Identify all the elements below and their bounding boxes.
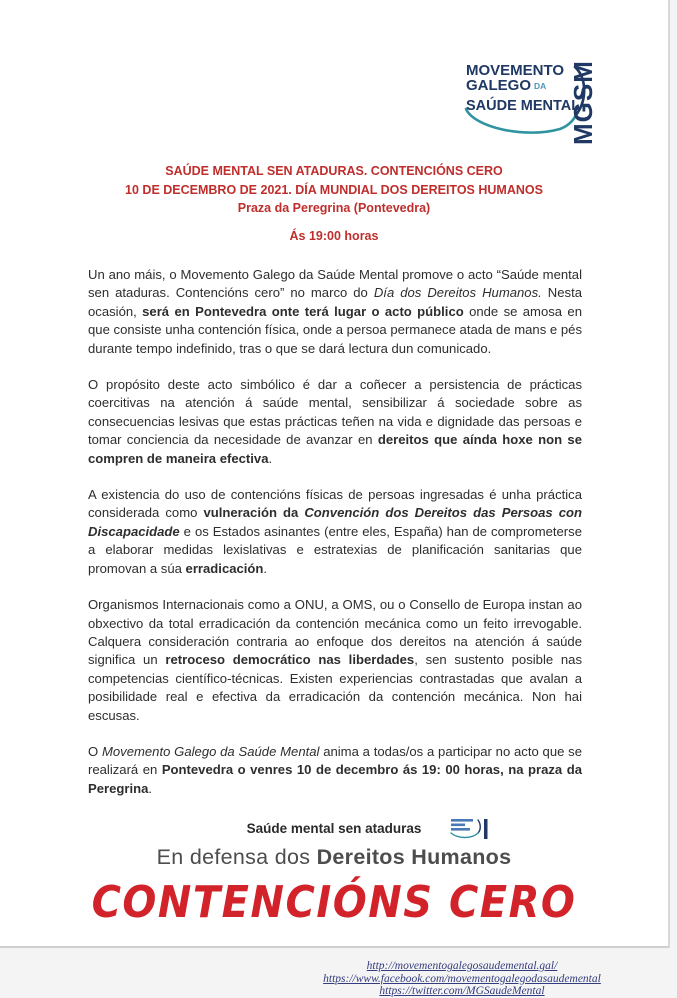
paragraph-segment: . <box>263 560 268 576</box>
paragraph-segment: . <box>268 450 273 466</box>
website-link[interactable]: http://movementogalegosaudemental.gal/ <box>366 960 558 973</box>
event-title-line2: 10 DE DECEMBRO DE 2021. DÍA MUNDIAL DOS DEREITOS HUMANOS <box>125 182 543 197</box>
paragraph <box>88 486 582 578</box>
banner-tagline-row <box>0 820 668 838</box>
logo-acronym: MGSM <box>568 60 598 145</box>
logo-line2: GALEGO <box>466 77 532 94</box>
twitter-link[interactable]: https://twitter.com/MGSaudeMental <box>379 985 545 998</box>
paragraph-segment: A existencia do uso de contencións físicas de persoas ingresadas é unha práctica considerada como <box>88 487 582 521</box>
paragraph-segment: Nesta ocasión, <box>88 285 582 319</box>
paragraph <box>88 266 582 358</box>
mgsm-mini-logo-icon <box>448 816 492 844</box>
paragraph-segment: anima a todas/os a participar no acto que se realizará en <box>88 743 582 778</box>
mini-logo-textline <box>451 828 470 831</box>
event-title-line1: SAÚDE MENTAL SEN ATADURAS. CONTENCIÓNS CERO <box>165 164 503 178</box>
paragraph-segment: Pontevedra o venres 10 de decembro ás 19: 00 horas, na praza da Peregrina <box>88 762 582 796</box>
paragraph <box>88 743 582 798</box>
campaign-banner <box>0 820 668 926</box>
logo-line3: SAÚDE MENTAL <box>466 98 581 114</box>
defensa-regular: En defensa dos <box>156 845 317 870</box>
paragraph-segment: , sen sustento posible nas competencias científico-técnicas. Existen experiencias contrastadas que avalan a posibilidade real e efectiva da erradicación da contención mecánica. Non hai escusas. <box>88 652 583 723</box>
paragraph-segment: Organismos Internacionais como a ONU, a OMS, ou o Consello de Europa instan ao obxectivo da total erradicación da contención mecánica como un feito irrevogable. Calquera consideración contraria ao enfoque dos dereitos na atención á saúde significa un <box>88 597 582 668</box>
contencions-cero-slogan: CONTENCIÓNS CERO <box>91 878 577 928</box>
paragraph-segment: O propósito deste acto simbólico é dar a coñecer a persistencia de prácticas coercitivas na atención á saúde mental, sensibilizar á sociedade sobre as consecuencias lesivas que estas prácticas teñen na vida e dignidade das persoas e tomar conciencia da necesidade de avanzar en <box>88 377 582 448</box>
event-title-time: Ás 19:00 horas <box>289 228 379 243</box>
paragraph-segment: erradicación <box>185 560 264 576</box>
logo-line1: MOVEMENTO <box>466 62 565 79</box>
mini-logo-textline <box>451 819 473 822</box>
banner-tagline: Saúde mental sen ataduras <box>246 821 422 837</box>
paragraph-segment: onde se amosa en que consiste unha contención física, onde a persoa permanece atada de mans e pés durante tempo indefinido, tras o que se dará lectura dun comunicado. <box>88 303 582 356</box>
paragraph-segment: . <box>148 780 153 796</box>
defensa-heading <box>0 845 668 870</box>
body-paragraphs <box>88 266 582 798</box>
paragraph-segment: retroceso democrático nas liberdades <box>165 652 415 668</box>
mini-logo-acronym <box>484 819 488 839</box>
paragraph-segment: e os Estados asinantes (entre eles, España) han de comprometerse a elaborar medidas lexislativas e estratexias de planificación sanitarias que promovan a súa <box>88 523 582 576</box>
event-title-line3: Praza da Peregrina (Pontevedra) <box>237 201 431 215</box>
defensa-bold: Dereitos Humanos <box>316 845 512 870</box>
paragraph-segment: O <box>88 743 102 759</box>
paragraph <box>88 596 582 725</box>
mini-logo-textline <box>451 824 465 827</box>
paragraph-segment: será en Pontevedra onte terá lugar o acto público <box>142 303 464 319</box>
paragraph-segment: Movemento Galego da Saúde Mental <box>101 743 320 759</box>
mgsm-logo-icon <box>464 58 622 148</box>
mini-logo-arc <box>478 820 480 833</box>
paragraph-segment: Un ano máis, o Movemento Galego da Saúde Mental promove o acto “Saúde mental sen ataduras. Contencións cero” no marco do <box>88 267 582 301</box>
logo-line2-small: DA <box>534 81 547 91</box>
footer-links <box>128 960 677 998</box>
paragraph <box>88 376 582 468</box>
facebook-link[interactable]: https://www.facebook.com/movementogalegodasaudemental <box>323 972 601 985</box>
mini-logo-curve <box>451 833 478 838</box>
paragraph-segment: Convención dos Dereitos das Persoas con Discapacidade <box>88 505 582 539</box>
paragraph-segment: Día dos Dereitos Humanos. <box>373 285 542 301</box>
paragraph-segment: vulneración da <box>203 505 305 521</box>
paragraph-segment: dereitos que aínda hoxe non se compren de maneira efectiva <box>88 432 582 466</box>
